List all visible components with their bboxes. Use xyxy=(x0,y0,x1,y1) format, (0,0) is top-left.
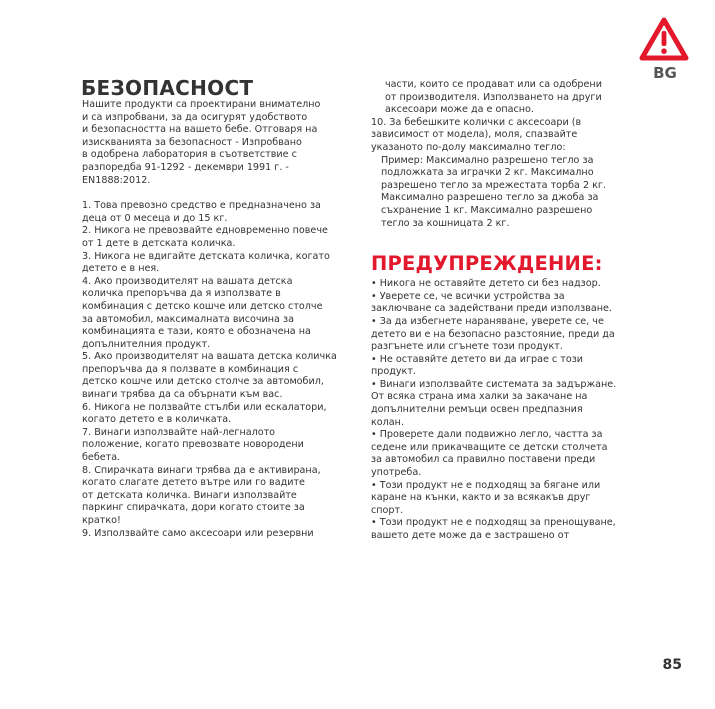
item-line: разгънете или сгънете този продукт. xyxy=(371,341,563,353)
item-line: • Проверете дали подвижно легло, частта за xyxy=(371,429,603,441)
list-item xyxy=(371,429,646,479)
list-item xyxy=(82,276,352,352)
item-line: деца от 0 месеца и до 15 кг. xyxy=(82,212,228,224)
list-item xyxy=(82,200,352,225)
list-item xyxy=(82,427,352,465)
item-line: допълнителния продукт. xyxy=(82,338,211,350)
safety-intro xyxy=(82,99,352,187)
item-line: за автомобил са правилно поставени преди xyxy=(371,454,596,466)
item-line: от детската количка. Винаги използвайте xyxy=(82,489,297,501)
item-line: кратко! xyxy=(82,515,121,526)
item-line: разрешено тегло за мрежестата торба 2 кг. xyxy=(381,179,607,191)
page-number: 85 xyxy=(662,657,682,673)
item-line: • Никога не оставяйте детето си без надзор. xyxy=(371,278,601,290)
item-line: от 1 дете в детската количка. xyxy=(82,237,236,249)
item-line: 1. Това превозно средство е предназначено за xyxy=(82,200,321,212)
item-line: винаги трябва да са обърнати към вас. xyxy=(82,389,283,401)
list-item xyxy=(371,517,646,542)
item-line: • Винаги използвайте системата за задържане. xyxy=(371,378,617,390)
item-line: детето е в нея. xyxy=(82,263,160,275)
item-line: 3. Никога не вдигайте детската количка, когато xyxy=(82,250,330,262)
item-line: 6. Никога не ползвайте стълби или ескалатори, xyxy=(82,401,327,413)
list-item xyxy=(82,225,352,250)
list-item xyxy=(371,291,646,316)
left-column xyxy=(82,78,352,540)
item-line: • Този продукт не е подходящ за бягане или xyxy=(371,479,601,491)
item-line: когато слагате детето вътре или го вадите xyxy=(82,477,305,489)
safety-rules-list xyxy=(82,200,352,540)
item-line: седене или прикачващите се детски столчета xyxy=(371,441,608,453)
list-item xyxy=(371,379,646,429)
item-line: • Не оставяйте детето ви да играе с този xyxy=(371,353,584,365)
item-line: комбинация с детско кошче или детско столче xyxy=(82,300,323,312)
list-item xyxy=(371,316,646,354)
safety-heading: БЕЗОПАСНОСТ xyxy=(81,76,254,100)
item-line: От всяка страна има халки за закачане на xyxy=(371,391,588,403)
list-item xyxy=(371,278,646,291)
item-line: колан. xyxy=(371,416,404,428)
item-line: 4. Ако производителят на вашата детска xyxy=(82,275,293,287)
intro-line: разпоредба 91-1292 - декември 1991 г. - xyxy=(82,161,289,173)
warning-list xyxy=(371,278,646,542)
intro-line: в одобрена лаборатория в съответствие с xyxy=(82,149,297,161)
item-line: • Уверете се, че всички устройства за xyxy=(371,290,565,302)
item-line: бебета. xyxy=(82,452,121,464)
item-line: • За да избегнете нараняване, уверете се, че xyxy=(371,315,604,327)
item-line: тегло за кошницата 2 кг. xyxy=(381,217,510,229)
list-item xyxy=(82,528,352,541)
item-line: 2. Никога не превозвайте едновременно повече xyxy=(82,225,328,237)
item-line: Максимално разрешено тегло за джоба за xyxy=(381,192,599,204)
list-item xyxy=(82,465,352,528)
list-item xyxy=(371,354,646,379)
item-line: Пример: Максимално разрешено тегло за xyxy=(381,154,594,166)
item-line: заключване са задействани преди използване. xyxy=(371,303,612,315)
language-code: BG xyxy=(653,64,677,82)
item-line: положение, когато превозвате новородени xyxy=(82,439,304,451)
intro-line: изискванията за безопасност - Изпробвано xyxy=(82,136,302,148)
intro-line: EN1888:2012. xyxy=(82,174,151,186)
item-line: 9. Използвайте само аксесоари или резервни xyxy=(82,527,314,539)
item-line: • Този продукт не е подходящ за пренощуване, xyxy=(371,517,616,529)
list-item xyxy=(82,251,352,276)
item-line: количка препоръчва да я използвате в xyxy=(82,288,281,300)
item-line: зависимост от модела), моля, спазвайте xyxy=(371,129,578,141)
item-line: когато детето е в количката. xyxy=(82,414,232,426)
intro-line: и безопасността на вашето бебе. Отговаря на xyxy=(82,124,318,136)
item-line: спорт. xyxy=(371,504,404,516)
warning-heading: ПРЕДУПРЕЖДЕНИЕ: xyxy=(371,252,603,276)
list-item xyxy=(82,351,352,401)
item-line: комбинацията е тази, която е обозначена на xyxy=(82,326,311,338)
item-line: детско кошче или детско столче за автомобил, xyxy=(82,376,324,388)
item-line: части, които се продават или са одобрени xyxy=(385,79,602,90)
item-line: 10. За бебешките колички с аксесоари (в xyxy=(371,116,582,128)
item-line: указаното по-долу максимално тегло: xyxy=(371,141,566,153)
item-line: аксесоари може да е опасно. xyxy=(385,104,534,116)
item-line: каране на кънки, както и за всякакъв друг xyxy=(371,492,591,504)
item-line: паркинг спирачката, дори когато стоите за xyxy=(82,502,305,514)
list-item xyxy=(82,402,352,427)
item-line: препоръчва да я ползвате в комбинация с xyxy=(82,363,299,375)
item-line: детето ви е на безопасно разстояние, преди да xyxy=(371,328,615,340)
item-line: допълнителни ремъци освен предпазния xyxy=(371,404,583,416)
weight-limits xyxy=(381,155,646,231)
item-line: 8. Спирачката винаги трябва да е активирана, xyxy=(82,464,321,476)
safety-rules-list-continued xyxy=(371,117,646,230)
item-line: употреба. xyxy=(371,467,422,479)
right-column xyxy=(371,79,646,543)
intro-line: и са изпробвани, за да осигурят удобството xyxy=(82,111,308,123)
item-line: от производителя. Използването на други xyxy=(385,91,602,103)
item-line: съхранение 1 кг. Максимално разрешено xyxy=(381,204,593,216)
warning-triangle-icon xyxy=(639,17,689,62)
item-line: вашето дете може да е застрашено от xyxy=(371,530,570,541)
item-line: за автомобил, максималната височина за xyxy=(82,313,294,325)
item-line: 7. Винаги използвайте най-легналото xyxy=(82,426,276,438)
item-line: продукт. xyxy=(371,366,416,378)
list-item xyxy=(371,117,646,230)
item-line: подложката за играчки 2 кг. Максимално xyxy=(381,167,594,179)
list-item xyxy=(371,480,646,518)
intro-line: Нашите продукти са проектирани внимателно xyxy=(82,99,321,110)
item-line: 5. Ако производителят на вашата детска количка xyxy=(82,351,337,363)
item-9-continued xyxy=(371,79,646,117)
